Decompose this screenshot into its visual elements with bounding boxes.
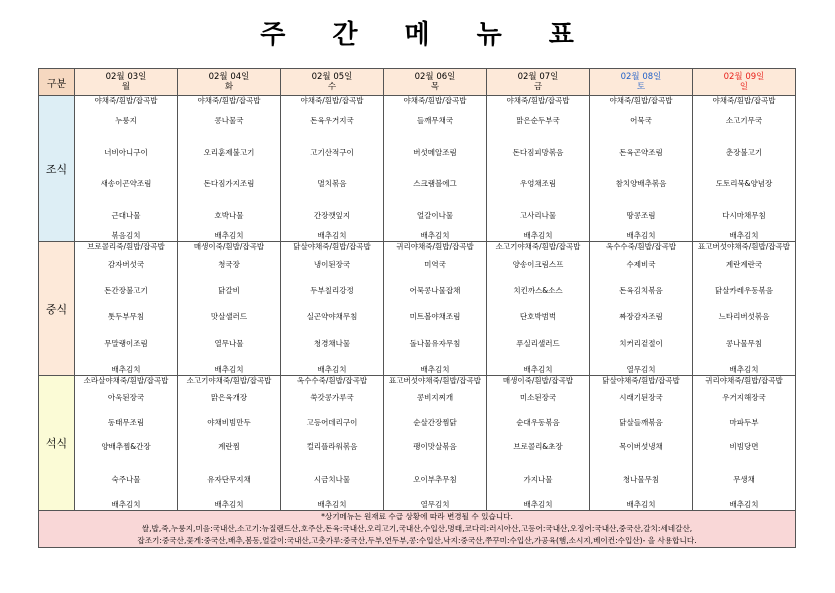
header-date: 02월 06일 xyxy=(414,72,456,82)
menu-item: 계란계란국 xyxy=(725,259,763,269)
menu-item: 치커리겉절이 xyxy=(619,338,663,348)
title-char: 주 xyxy=(260,20,287,50)
header-day xyxy=(384,69,487,96)
menu-cell xyxy=(281,242,384,376)
menu-item: 도토리묵&양념장 xyxy=(715,179,773,189)
menu-item: 볶음김치 xyxy=(111,231,141,240)
menu-item: 콩나물무침 xyxy=(725,338,763,348)
menu-item: 돌나물유자무침 xyxy=(409,338,461,348)
menu-item: 유자단무지채 xyxy=(207,475,251,485)
menu-cell xyxy=(590,96,693,242)
menu-item: 야채죽/흰밥/잡곡밥 xyxy=(300,96,364,105)
menu-item: 무말랭이조림 xyxy=(104,338,148,348)
menu-item: 컬리플라워볶음 xyxy=(306,442,358,452)
header-weekday: 화 xyxy=(224,82,234,92)
notes-box xyxy=(39,511,796,548)
menu-item: 참치양배추볶음 xyxy=(615,179,667,189)
menu-item: 배추김치 xyxy=(317,499,347,509)
menu-item: 배추김치 xyxy=(626,231,656,240)
header-date: 02월 04일 xyxy=(208,72,250,82)
menu-item: 톳두부무침 xyxy=(107,312,145,322)
note-line: *상기메뉴는 원재료 수급 상황에 따라 변경될 수 있습니다. xyxy=(321,512,513,521)
menu-item: 냉이된장국 xyxy=(313,259,351,269)
menu-item: 소고기무국 xyxy=(725,116,763,126)
menu-item: 야채죽/흰밥/잡곡밥 xyxy=(712,96,776,105)
header-date: 02월 07일 xyxy=(517,72,559,82)
menu-cell xyxy=(487,376,590,511)
menu-item: 돈육우거지국 xyxy=(310,116,354,126)
menu-item: 배추김치 xyxy=(214,499,244,509)
menu-cell xyxy=(178,242,281,376)
menu-item: 목이버섯냉채 xyxy=(619,442,663,452)
menu-item: 배추김치 xyxy=(729,364,759,374)
header-day xyxy=(281,69,384,96)
menu-item: 무생채 xyxy=(733,475,755,485)
menu-item: 표고버섯야채죽/흰밥/잡곡밥 xyxy=(389,376,481,385)
header-date: 02월 05일 xyxy=(311,72,353,82)
menu-item: 어묵콩나물잡채 xyxy=(409,285,461,295)
meal-row xyxy=(39,242,796,376)
menu-item: 브로콜리죽/흰밥/잡곡밥 xyxy=(87,242,165,251)
menu-item: 돈다짐피망볶음 xyxy=(512,147,564,157)
header-day xyxy=(487,69,590,96)
menu-item: 콩비지찌개 xyxy=(416,392,454,402)
title-char: 뉴 xyxy=(476,20,503,50)
menu-item: 맑은순두부국 xyxy=(516,116,560,126)
menu-item: 매생이죽/흰밥/잡곡밥 xyxy=(502,376,574,385)
menu-item: 우거지해장국 xyxy=(722,392,766,402)
menu-item: 가지나물 xyxy=(523,475,553,485)
menu-item: 콩나물국 xyxy=(214,116,244,126)
menu-item: 계란찜 xyxy=(218,442,240,452)
title-char: 표 xyxy=(548,20,575,50)
menu-cell xyxy=(693,96,796,242)
menu-item: 양배추찜&간장 xyxy=(101,442,151,452)
menu-item: 오리훈제불고기 xyxy=(203,147,255,157)
menu-item: 배추김치 xyxy=(111,364,141,374)
menu-item: 쑥갓콩가루국 xyxy=(310,392,354,402)
meal-label: 석식 xyxy=(39,376,75,511)
menu-item: 얼갈이나물 xyxy=(416,210,454,220)
menu-item: 동태무조림 xyxy=(107,417,145,427)
header-weekday: 목 xyxy=(430,82,440,92)
menu-cell xyxy=(384,96,487,242)
meal-row xyxy=(39,96,796,242)
menu-item: 간장깻잎지 xyxy=(313,210,351,220)
menu-item: 팽이맛살볶음 xyxy=(413,442,457,452)
header-day xyxy=(75,69,178,96)
menu-item: 배추김치 xyxy=(729,499,759,509)
menu-item: 다시마채무침 xyxy=(722,210,766,220)
menu-item: 숙주나물 xyxy=(111,475,141,485)
menu-item: 열무나물 xyxy=(214,338,244,348)
menu-item: 열무김치 xyxy=(420,499,450,509)
menu-item: 소고기야채죽/흰밥/잡곡밥 xyxy=(186,376,272,385)
menu-item: 소고기야채죽/흰밥/잡곡밥 xyxy=(495,242,581,251)
menu-item: 마파두부 xyxy=(729,417,759,427)
header-date: 02월 08일 xyxy=(620,72,662,82)
menu-item: 돈육김치볶음 xyxy=(619,285,663,295)
menu-item: 귀리야채죽/흰밥/잡곡밥 xyxy=(396,242,474,251)
menu-cell xyxy=(487,242,590,376)
menu-item: 짜장감자조림 xyxy=(619,312,663,322)
title-char: 간 xyxy=(332,20,359,50)
menu-item: 오이부추무침 xyxy=(413,475,457,485)
menu-cell xyxy=(75,376,178,511)
title-char: 메 xyxy=(404,20,431,50)
menu-item: 청경채나물 xyxy=(313,338,351,348)
menu-item: 야채죽/흰밥/잡곡밥 xyxy=(609,96,673,105)
note-line: 쌀,밥,죽,누룽지,미음:국내산,소고기:뉴질랜드산,호주산,돈육:국내산,오리고기,국내산,수입산,명태,코다리:러시아산,고등어:국내산,오징어:국내산,중국산,갈치:세네갈산, xyxy=(141,524,693,533)
menu-item: 소라살야채죽/흰밥/잡곡밥 xyxy=(83,376,169,385)
header-weekday: 금 xyxy=(533,82,543,92)
header-gubun: 구분 xyxy=(39,69,75,96)
menu-item: 미트볼야채조림 xyxy=(409,312,461,322)
menu-cell xyxy=(281,376,384,511)
menu-item: 고기산적구이 xyxy=(310,147,354,157)
menu-item: 브로콜리&초장 xyxy=(513,442,563,452)
menu-item: 두부칠리강정 xyxy=(310,285,354,295)
menu-item: 청나물무침 xyxy=(622,475,660,485)
menu-item: 맛살샐러드 xyxy=(210,312,248,322)
menu-item: 배추김치 xyxy=(523,231,553,240)
menu-cell xyxy=(178,376,281,511)
meal-label: 조식 xyxy=(39,96,75,242)
menu-item: 푸실리샐러드 xyxy=(516,338,560,348)
menu-item: 아욱된장국 xyxy=(107,392,145,402)
menu-item: 배추김치 xyxy=(111,499,141,509)
weekly-menu-table xyxy=(38,68,796,548)
menu-item: 어묵국 xyxy=(630,116,652,126)
menu-cell xyxy=(75,242,178,376)
menu-item: 야채죽/흰밥/잡곡밥 xyxy=(506,96,570,105)
header-day xyxy=(590,69,693,96)
menu-item: 땅콩조림 xyxy=(626,210,656,220)
menu-cell xyxy=(384,376,487,511)
header-day xyxy=(693,69,796,96)
menu-item: 순살간장찜닭 xyxy=(413,417,457,427)
menu-item: 열무김치 xyxy=(626,364,656,374)
menu-item: 청국장 xyxy=(218,259,240,269)
menu-item: 들깨무채국 xyxy=(416,116,454,126)
menu-item: 스크램블에그 xyxy=(413,179,457,189)
menu-item: 배추김치 xyxy=(317,364,347,374)
menu-item: 닭살카레우동볶음 xyxy=(715,285,773,295)
menu-item: 야채죽/흰밥/잡곡밥 xyxy=(403,96,467,105)
menu-item: 배추김치 xyxy=(214,364,244,374)
menu-item: 닭갈비 xyxy=(218,285,240,295)
menu-item: 야채죽/흰밥/잡곡밥 xyxy=(94,96,158,105)
menu-item: 돈육곤약조림 xyxy=(619,147,663,157)
menu-item: 새송이곤약조림 xyxy=(100,179,152,189)
header-date: 02월 09일 xyxy=(723,72,765,82)
menu-item: 누룽지 xyxy=(115,116,137,126)
menu-item: 고사리나물 xyxy=(519,210,557,220)
menu-item: 호박나물 xyxy=(214,210,244,220)
menu-item: 닭살야채죽/흰밥/잡곡밥 xyxy=(293,242,371,251)
menu-item: 맑은육개장 xyxy=(210,392,248,402)
menu-item: 실곤약야채무침 xyxy=(306,312,358,322)
header-date: 02월 03일 xyxy=(105,72,147,82)
menu-cell xyxy=(487,96,590,242)
menu-item: 너비아니구이 xyxy=(104,147,148,157)
menu-item: 닭살들깨볶음 xyxy=(619,417,663,427)
menu-item: 배추김치 xyxy=(523,499,553,509)
menu-item: 단호박범벅 xyxy=(519,312,557,322)
meal-label: 중식 xyxy=(39,242,75,376)
menu-item: 배추김치 xyxy=(626,499,656,509)
menu-item: 배추김치 xyxy=(523,364,553,374)
menu-cell xyxy=(693,376,796,511)
menu-item: 시금치나물 xyxy=(313,475,351,485)
menu-item: 배추김치 xyxy=(214,231,244,240)
menu-cell xyxy=(281,96,384,242)
menu-item: 치킨까스&소스 xyxy=(513,285,563,295)
note-line: 잡조기:중국산,꽃게:중국산,배추,봄동,얼갈이:국내산,고춧가루:중국산,두부,연두부,콩:수입산,낙지:중국산,쭈꾸미:수입산,가공육(햄,소시지,베이컨:수입산)- 을 사용합니다. xyxy=(137,536,697,545)
menu-item: 매생이죽/흰밥/잡곡밥 xyxy=(193,242,265,251)
menu-item: 야채죽/흰밥/잡곡밥 xyxy=(197,96,261,105)
menu-cell xyxy=(590,242,693,376)
menu-item: 비빔당면 xyxy=(729,442,759,452)
menu-cell xyxy=(178,96,281,242)
menu-item: 멸치볶음 xyxy=(317,179,347,189)
menu-item: 돈다짐가지조림 xyxy=(203,179,255,189)
menu-item: 고등어데리구이 xyxy=(306,417,358,427)
menu-item: 옥수수죽/흰밥/잡곡밥 xyxy=(605,242,677,251)
menu-item: 배추김치 xyxy=(729,231,759,240)
menu-cell xyxy=(75,96,178,242)
header-day xyxy=(178,69,281,96)
menu-item: 귀리야채죽/흰밥/잡곡밥 xyxy=(705,376,783,385)
menu-item: 배추김치 xyxy=(317,231,347,240)
menu-cell xyxy=(693,242,796,376)
header-weekday: 수 xyxy=(327,82,337,92)
menu-item: 돈간장불고기 xyxy=(104,285,148,295)
menu-item: 양송이크림스프 xyxy=(512,259,564,269)
meal-row xyxy=(39,376,796,511)
menu-item: 배추김치 xyxy=(420,231,450,240)
header-weekday: 토 xyxy=(636,82,646,92)
menu-item: 야채비빔만두 xyxy=(207,417,251,427)
menu-item: 미역국 xyxy=(424,259,446,269)
menu-cell xyxy=(384,242,487,376)
menu-cell xyxy=(590,376,693,511)
menu-item: 우엉채조림 xyxy=(519,179,557,189)
menu-item: 버섯메알조림 xyxy=(413,147,457,157)
page-title xyxy=(0,14,835,51)
menu-item: 느타리버섯볶음 xyxy=(718,312,770,322)
menu-item: 춘장불고기 xyxy=(725,147,763,157)
menu-item: 배추김치 xyxy=(420,364,450,374)
menu-item: 시래기된장국 xyxy=(619,392,663,402)
menu-item: 미소된장국 xyxy=(519,392,557,402)
menu-item: 순대우동볶음 xyxy=(516,417,560,427)
menu-item: 닭살야채죽/흰밥/잡곡밥 xyxy=(602,376,680,385)
menu-item: 옥수수죽/흰밥/잡곡밥 xyxy=(296,376,368,385)
menu-item: 표고버섯야채죽/흰밥/잡곡밥 xyxy=(698,242,790,251)
menu-item: 수제비국 xyxy=(626,259,656,269)
menu-item: 감자버섯국 xyxy=(107,259,145,269)
header-weekday: 일 xyxy=(739,82,749,92)
menu-item: 근대나물 xyxy=(111,210,141,220)
header-weekday: 월 xyxy=(121,82,131,92)
